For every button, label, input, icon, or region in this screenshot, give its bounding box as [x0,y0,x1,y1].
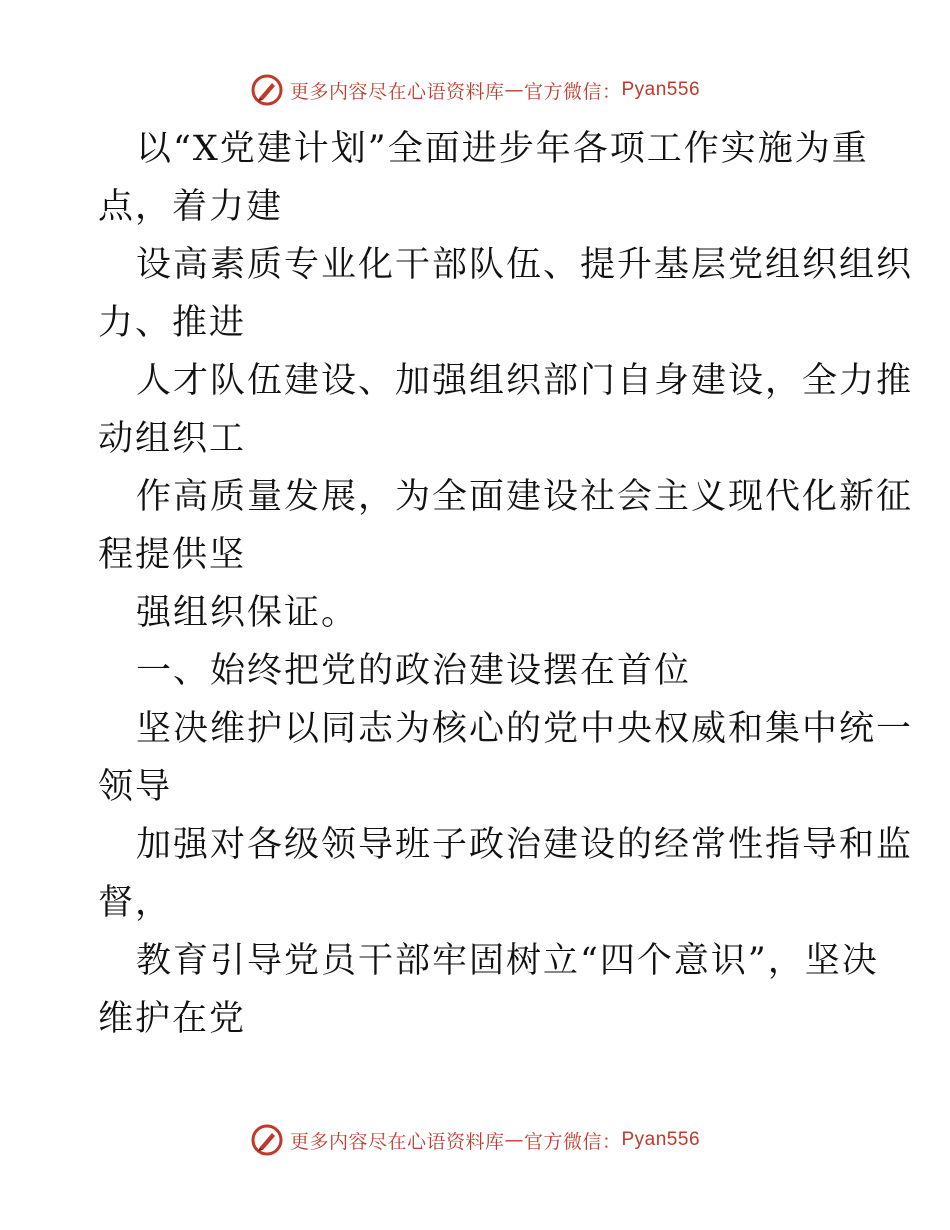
body-line: 教育引导党员干部牢固树立“四个意识”，坚决 [136,941,879,981]
footer-watermark [0,1120,950,1160]
body-line: 维护在党 [98,999,247,1039]
watermark-text: 更多内容尽在心语资料库 [289,80,505,103]
body-line: 强组织保证。 [136,593,359,633]
watermark-dash: — [504,1129,524,1151]
watermark-dash: — [504,79,524,101]
pen-logo-icon [250,73,284,107]
watermark-id: Pyan556 [621,1129,701,1150]
body-line: 力、推进 [98,303,247,343]
body-line: 设高素质专业化干部队伍、提升基层党组织组织 [136,245,914,285]
body-line: 加强对各级领导班子政治建设的经常性指导和监 [136,825,914,865]
document-body [98,120,914,1048]
watermark-label: 官方微信： [523,80,622,103]
body-line: 动组织工 [98,419,247,459]
body-line: 领导 [98,767,173,807]
body-line: 作高质量发展，为全面建设社会主义现代化新征 [136,477,914,517]
watermark-label: 官方微信： [523,1130,622,1153]
pen-logo-icon [250,1123,284,1157]
body-line: 点，着力建 [98,187,284,227]
body-line: 人才队伍建设、加强组织部门自身建设，全力推 [136,361,914,401]
section-heading: 一、始终把党的政治建设摆在首位 [136,651,692,691]
watermark-text: 更多内容尽在心语资料库 [289,1130,505,1153]
body-line: 程提供坚 [98,535,247,575]
header-watermark [0,70,950,110]
body-line: 坚决维护以同志为核心的党中央权威和集中统一 [136,709,914,749]
body-line: 督， [98,883,173,923]
body-line: 以“X党建计划”全面进步年各项工作实施为重 [136,129,869,169]
watermark-id: Pyan556 [621,79,701,100]
